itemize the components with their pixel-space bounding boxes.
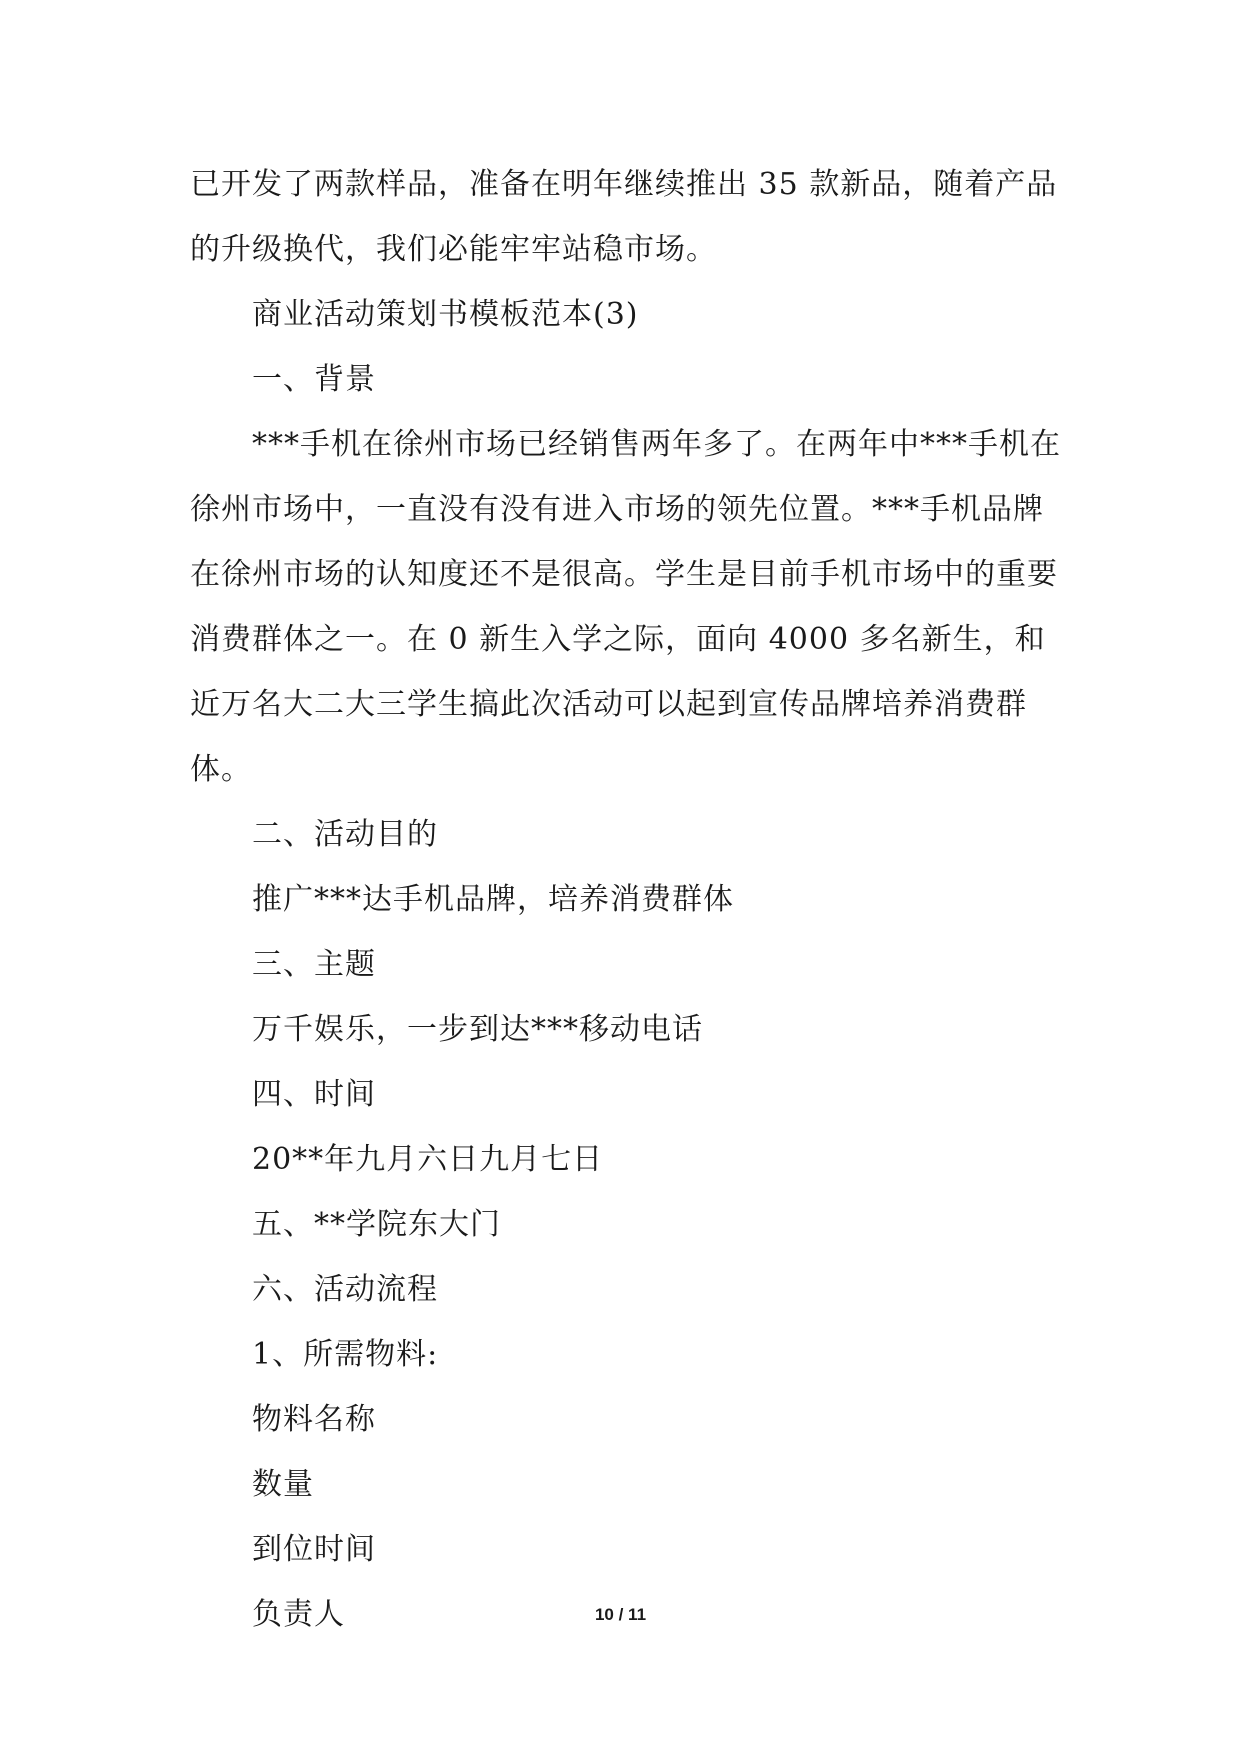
heading-time: 四、时间: [252, 1077, 376, 1112]
heading-background: 一、背景: [252, 362, 376, 397]
table-header-person-in-charge: 负责人: [252, 1597, 345, 1632]
paragraph-continuation: 已开发了两款样品，准备在明年继续推出 35 款新品，随着产品的升级换代，我们必能牢牢站稳市场。: [190, 167, 1058, 267]
document-body: [190, 152, 1070, 1647]
section-title: 商业活动策划书模板范本(3): [252, 297, 639, 332]
heading-process: 六、活动流程: [252, 1272, 438, 1307]
list-item-materials: 1、所需物料:: [252, 1337, 439, 1372]
paragraph-time: 20**年九月六日九月七日: [252, 1142, 604, 1177]
table-header-quantity: 数量: [252, 1467, 314, 1502]
heading-theme: 三、主题: [252, 947, 376, 982]
paragraph-background: ***手机在徐州市场已经销售两年多了。在两年中***手机在徐州市场中，一直没有没有进入市场的领先位置。***手机品牌在徐州市场的认知度还不是很高。学生是目前手机市场中的重要消费群体之一。在 0 新生入学之际，面向 4000 多名新生，和近万名大二大三学生搞此次活动可以起到宣传品牌培养消费群体。: [190, 427, 1061, 787]
heading-purpose: 二、活动目的: [252, 817, 438, 852]
table-header-arrival-time: 到位时间: [252, 1532, 376, 1567]
paragraph-purpose: 推广***达手机品牌，培养消费群体: [252, 882, 734, 917]
paragraph-theme: 万千娱乐，一步到达***移动电话: [252, 1012, 703, 1047]
table-header-material-name: 物料名称: [252, 1402, 376, 1437]
page-number: 10 / 11: [594, 1605, 647, 1624]
heading-location: 五、**学院东大门: [252, 1207, 501, 1242]
